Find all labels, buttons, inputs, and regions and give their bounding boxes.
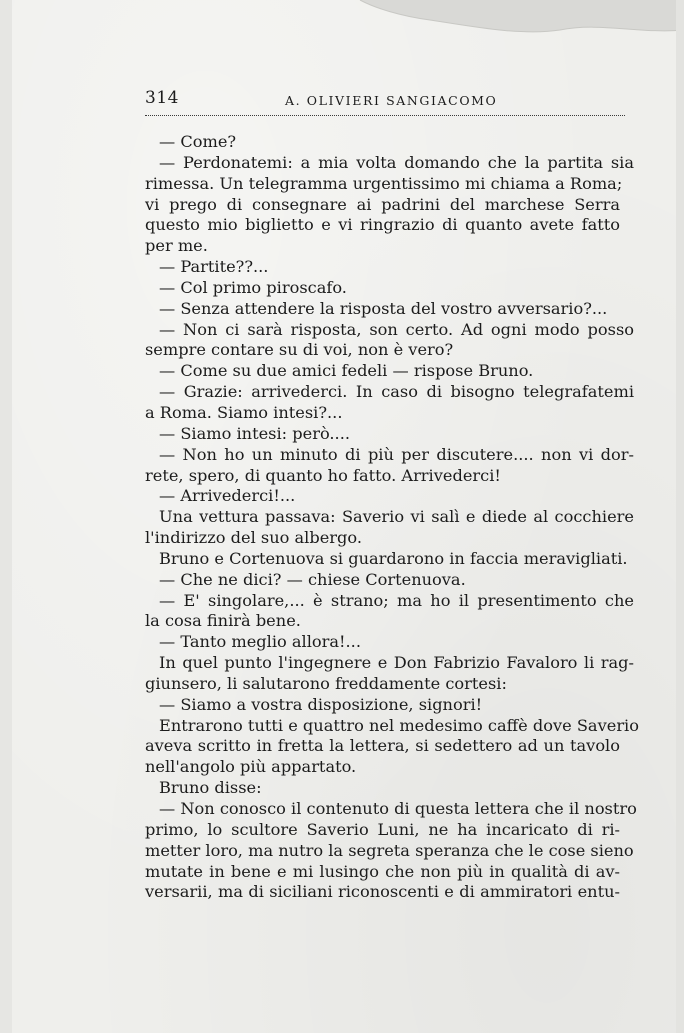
text-line: metter loro, ma nutro la segreta speranza che le cose sieno	[145, 840, 634, 860]
text-line: rimessa. Un telegramma urgentissimo mi chiama a Roma;	[145, 173, 623, 193]
body-text	[145, 132, 639, 903]
text-line: — Non ci sarà risposta, son certo. Ad ogni modo posso	[159, 319, 634, 339]
text-line: Bruno disse:	[159, 778, 262, 798]
text-line: — Arrivederci!...	[159, 486, 296, 506]
text-line: Entrarono tutti e quattro nel medesimo caffè dove Saverio	[159, 715, 639, 735]
text-line: — Non conosco il contenuto di questa lettera che il nostro	[159, 799, 637, 818]
text-line: — Tanto meglio allora!...	[159, 632, 361, 652]
text-line: questo mio biglietto e vi ringrazio di quanto avete fatto	[145, 215, 620, 235]
text-line: per me.	[145, 236, 208, 256]
text-line: rete, spero, di quanto ho fatto. Arrivederci!	[145, 465, 501, 485]
text-line: a Roma. Siamo intesi?...	[145, 402, 343, 422]
text-line: — Grazie: arrivederci. In caso di bisogno telegrafatemi	[159, 382, 634, 402]
page-number: 314	[145, 88, 179, 108]
text-line: giunsero, li salutarono freddamente cortesi:	[145, 673, 507, 693]
text-line: mutate in bene e mi lusingo che non più in qualità di av-	[145, 861, 620, 881]
text-line: sempre contare su di voi, non è vero?	[145, 340, 454, 360]
text-line: — Senza attendere la risposta del vostro avversario?...	[159, 298, 608, 318]
text-line: vi prego di consegnare ai padrini del marchese Serra	[145, 194, 620, 214]
text-line: — Che ne dici? — chiese Cortenuova.	[159, 569, 466, 589]
text-line: — E' singolare,... è strano; ma ho il presentimento che	[159, 590, 634, 610]
text-line: — Col primo piroscafo.	[159, 277, 347, 297]
text-line: — Partite??...	[159, 257, 269, 277]
text-line: — Non ho un minuto di più per discutere.... non vi dor-	[159, 444, 634, 464]
text-line: — Perdonatemi: a mia volta domando che la partita sia	[159, 152, 634, 172]
text-line: la cosa finirà bene.	[145, 611, 301, 631]
text-line: nell'angolo più appartato.	[145, 757, 357, 777]
page-header	[145, 88, 625, 112]
text-line: — Come su due amici fedeli — rispose Bruno.	[159, 361, 534, 381]
header-rule	[145, 115, 625, 116]
text-line: — Come?	[159, 132, 237, 151]
text-line: Una vettura passava: Saverio vi salì e diede al cocchiere	[159, 507, 634, 527]
running-title: A. OLIVIERI SANGIACOMO	[285, 93, 498, 108]
text-line: versarii, ma di siciliani riconoscenti e di ammiratori entu-	[145, 882, 620, 902]
text-line: Bruno e Cortenuova si guardarono in faccia meravigliati.	[159, 548, 628, 568]
text-line: — Siamo a vostra disposizione, signori!	[159, 694, 483, 714]
text-line: — Siamo intesi: però....	[159, 423, 350, 443]
text-line: aveva scritto in fretta la lettera, si sedettero ad un tavolo	[145, 736, 620, 756]
text-line: primo, lo scultore Saverio Luni, ne ha incaricato di ri-	[145, 819, 620, 839]
text-line: In quel punto l'ingegnere e Don Fabrizio Favaloro li rag-	[159, 653, 634, 673]
text-line: l'indirizzo del suo albergo.	[145, 528, 362, 548]
